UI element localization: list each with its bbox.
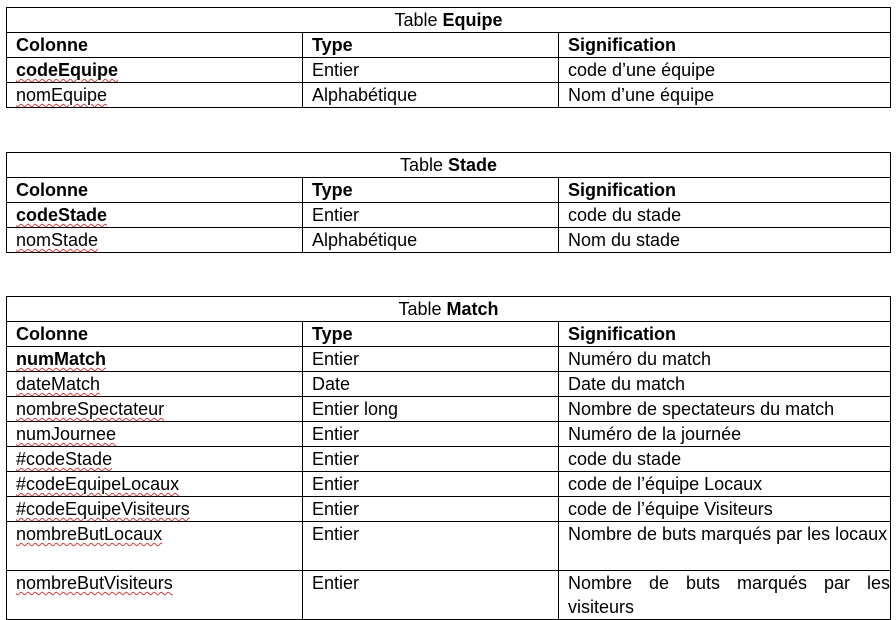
cell-signification: Nombre de buts marqués par les locaux [559,522,891,571]
table-row [7,58,891,83]
cell-type: Alphabétique [303,83,559,108]
header-row [7,322,891,347]
cell-signification: Date du match [559,372,891,397]
table-row [7,422,891,447]
table-title: Table Stade [7,153,891,178]
cell-colonne: codeStade [7,203,303,228]
table-title-row [7,297,891,322]
header-signification: Signification [559,33,891,58]
table-row [7,447,891,472]
cell-colonne: nomEquipe [7,83,303,108]
cell-signification: code du stade [559,203,891,228]
cell-colonne: #codeStade [7,447,303,472]
cell-colonne: nombreSpectateur [7,397,303,422]
cell-type: Alphabétique [303,228,559,253]
header-colonne: Colonne [7,178,303,203]
header-type: Type [303,178,559,203]
table-row [7,522,891,571]
cell-colonne: nombreButLocaux [7,522,303,571]
cell-type: Entier long [303,397,559,422]
table-row [7,203,891,228]
table-row [7,228,891,253]
cell-colonne: #codeEquipeLocaux [7,472,303,497]
header-colonne: Colonne [7,33,303,58]
header-type: Type [303,33,559,58]
cell-signification: code de l’équipe Visiteurs [559,497,891,522]
cell-colonne: dateMatch [7,372,303,397]
table-row [7,571,891,620]
table-stade [6,152,891,253]
table-match [6,296,891,620]
cell-type: Entier [303,203,559,228]
table-title-row [7,153,891,178]
cell-type: Entier [303,447,559,472]
table-row [7,397,891,422]
table-title: Table Equipe [7,8,891,33]
table-row [7,497,891,522]
header-colonne: Colonne [7,322,303,347]
header-type: Type [303,322,559,347]
table-row [7,347,891,372]
header-signification: Signification [559,178,891,203]
cell-type: Entier [303,522,559,571]
cell-signification: Nom d’une équipe [559,83,891,108]
header-signification: Signification [559,322,891,347]
cell-type: Entier [303,58,559,83]
cell-signification: Nom du stade [559,228,891,253]
cell-signification: Nombre de buts marqués par les visiteurs [559,571,891,620]
cell-signification: code de l’équipe Locaux [559,472,891,497]
cell-type: Entier [303,472,559,497]
cell-type: Date [303,372,559,397]
table-equipe [6,7,891,108]
cell-type: Entier [303,347,559,372]
table-title-row [7,8,891,33]
header-row [7,178,891,203]
cell-colonne: nomStade [7,228,303,253]
cell-signification: Numéro du match [559,347,891,372]
cell-colonne: codeEquipe [7,58,303,83]
cell-type: Entier [303,571,559,620]
cell-colonne: nombreButVisiteurs [7,571,303,620]
table-row [7,83,891,108]
table-row [7,472,891,497]
cell-colonne: #codeEquipeVisiteurs [7,497,303,522]
table-title: Table Match [7,297,891,322]
cell-colonne: numMatch [7,347,303,372]
cell-signification: Nombre de spectateurs du match [559,397,891,422]
cell-colonne: numJournee [7,422,303,447]
header-row [7,33,891,58]
cell-signification: code du stade [559,447,891,472]
cell-signification: Numéro de la journée [559,422,891,447]
cell-type: Entier [303,497,559,522]
table-row [7,372,891,397]
cell-signification: code d’une équipe [559,58,891,83]
cell-type: Entier [303,422,559,447]
